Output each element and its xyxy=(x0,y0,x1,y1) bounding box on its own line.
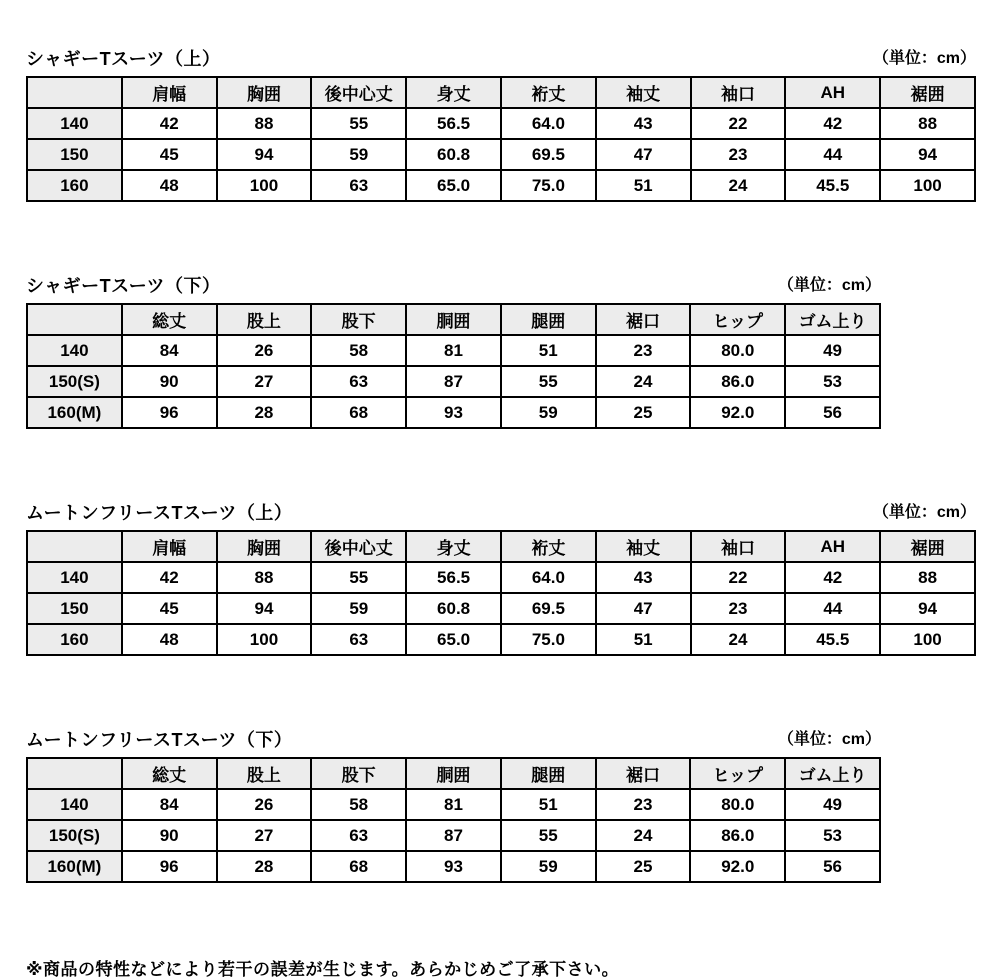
size-value: 24 xyxy=(691,170,786,201)
table-row xyxy=(27,397,880,428)
size-value: 25 xyxy=(596,397,691,428)
size-value: 64.0 xyxy=(501,562,596,593)
size-value: 22 xyxy=(691,108,786,139)
column-header: 股上 xyxy=(217,304,312,335)
column-header: 袖丈 xyxy=(596,531,691,562)
table-row xyxy=(27,851,880,882)
size-value: 69.5 xyxy=(501,593,596,624)
header-row xyxy=(27,531,975,562)
table-title: シャギーTスーツ（上） xyxy=(26,49,221,69)
column-header: 裾囲 xyxy=(880,77,975,108)
size-value: 96 xyxy=(122,851,217,882)
column-header: 裾口 xyxy=(596,304,691,335)
size-value: 84 xyxy=(122,335,217,366)
size-value: 24 xyxy=(596,366,691,397)
size-value: 94 xyxy=(217,139,312,170)
unit-label: （単位：cm） xyxy=(777,277,881,294)
size-value: 86.0 xyxy=(690,366,785,397)
column-header: 肩幅 xyxy=(122,77,217,108)
size-value: 63 xyxy=(311,366,406,397)
size-value: 26 xyxy=(217,789,312,820)
size-value: 65.0 xyxy=(406,170,501,201)
size-value: 63 xyxy=(311,820,406,851)
unit-label: （単位：cm） xyxy=(777,731,881,748)
size-value: 53 xyxy=(785,820,880,851)
row-label: 160 xyxy=(27,624,122,655)
row-label: 150 xyxy=(27,139,122,170)
size-value: 90 xyxy=(122,366,217,397)
size-value: 25 xyxy=(596,851,691,882)
size-value: 64.0 xyxy=(501,108,596,139)
header-row xyxy=(27,77,975,108)
size-value: 75.0 xyxy=(501,170,596,201)
column-header: 裄丈 xyxy=(501,531,596,562)
corner-cell xyxy=(27,304,122,335)
table-row xyxy=(27,366,880,397)
size-value: 59 xyxy=(501,397,596,428)
size-value: 59 xyxy=(311,593,406,624)
size-value: 56 xyxy=(785,397,880,428)
size-value: 55 xyxy=(311,562,406,593)
column-header: 股上 xyxy=(217,758,312,789)
size-value: 94 xyxy=(880,593,975,624)
column-header: 肩幅 xyxy=(122,531,217,562)
size-value: 86.0 xyxy=(690,820,785,851)
column-header: 胸囲 xyxy=(217,531,312,562)
size-value: 23 xyxy=(691,139,786,170)
size-value: 56.5 xyxy=(406,562,501,593)
column-header: 総丈 xyxy=(122,304,217,335)
column-header: 股下 xyxy=(311,304,406,335)
table-title: ムートンフリースTスーツ（上） xyxy=(26,503,293,523)
size-value: 56.5 xyxy=(406,108,501,139)
row-label: 150 xyxy=(27,593,122,624)
column-header: ゴム上り xyxy=(785,304,880,335)
size-value: 55 xyxy=(311,108,406,139)
column-header: AH xyxy=(785,77,880,108)
column-header: 総丈 xyxy=(122,758,217,789)
size-value: 88 xyxy=(880,562,975,593)
size-value: 51 xyxy=(501,789,596,820)
size-table-mouton-top xyxy=(26,530,976,656)
column-header: 裄丈 xyxy=(501,77,596,108)
size-value: 27 xyxy=(217,366,312,397)
header-row xyxy=(27,758,880,789)
size-value: 68 xyxy=(311,851,406,882)
size-value: 93 xyxy=(406,397,501,428)
column-header: 身丈 xyxy=(406,531,501,562)
table-row xyxy=(27,593,975,624)
header-row xyxy=(27,304,880,335)
column-header: 胴囲 xyxy=(406,758,501,789)
size-value: 87 xyxy=(406,366,501,397)
size-value: 63 xyxy=(311,624,406,655)
footnote: ※商品の特性などにより若干の誤差が生じます。あらかじめご了承下さい。 xyxy=(26,960,620,979)
size-value: 44 xyxy=(785,593,880,624)
row-label: 150(S) xyxy=(27,366,122,397)
table-row xyxy=(27,108,975,139)
size-value: 51 xyxy=(596,170,691,201)
corner-cell xyxy=(27,77,122,108)
size-value: 60.8 xyxy=(406,139,501,170)
size-value: 53 xyxy=(785,366,880,397)
size-value: 58 xyxy=(311,335,406,366)
size-value: 88 xyxy=(217,108,312,139)
table-row xyxy=(27,170,975,201)
column-header: ゴム上り xyxy=(785,758,880,789)
size-value: 80.0 xyxy=(690,789,785,820)
size-value: 94 xyxy=(217,593,312,624)
size-table-shaggy-top xyxy=(26,76,976,202)
column-header: 裾囲 xyxy=(880,531,975,562)
column-header: 後中心丈 xyxy=(311,531,406,562)
column-header: 腿囲 xyxy=(501,304,596,335)
column-header: 袖口 xyxy=(691,531,786,562)
size-value: 58 xyxy=(311,789,406,820)
section-header xyxy=(26,274,881,298)
size-value: 42 xyxy=(122,108,217,139)
size-value: 87 xyxy=(406,820,501,851)
column-header: ヒップ xyxy=(690,758,785,789)
size-value: 43 xyxy=(596,562,691,593)
size-value: 56 xyxy=(785,851,880,882)
column-header: 身丈 xyxy=(406,77,501,108)
size-value: 26 xyxy=(217,335,312,366)
table-row xyxy=(27,562,975,593)
size-value: 42 xyxy=(785,108,880,139)
size-value: 100 xyxy=(880,624,975,655)
row-label: 140 xyxy=(27,789,122,820)
table-row xyxy=(27,139,975,170)
size-value: 92.0 xyxy=(690,851,785,882)
column-header: 腿囲 xyxy=(501,758,596,789)
column-header: 股下 xyxy=(311,758,406,789)
size-value: 55 xyxy=(501,820,596,851)
size-value: 100 xyxy=(217,170,312,201)
size-value: 24 xyxy=(596,820,691,851)
table-title: ムートンフリースTスーツ（下） xyxy=(26,730,293,750)
size-value: 45 xyxy=(122,593,217,624)
size-value: 84 xyxy=(122,789,217,820)
row-label: 160 xyxy=(27,170,122,201)
size-value: 69.5 xyxy=(501,139,596,170)
section-mouton-top xyxy=(26,501,976,656)
column-header: 袖口 xyxy=(691,77,786,108)
column-header: 後中心丈 xyxy=(311,77,406,108)
size-value: 81 xyxy=(406,335,501,366)
size-table-shaggy-bottom xyxy=(26,303,881,429)
size-value: 48 xyxy=(122,624,217,655)
size-value: 49 xyxy=(785,789,880,820)
corner-cell xyxy=(27,531,122,562)
size-value: 94 xyxy=(880,139,975,170)
corner-cell xyxy=(27,758,122,789)
column-header: 胸囲 xyxy=(217,77,312,108)
size-value: 43 xyxy=(596,108,691,139)
size-value: 48 xyxy=(122,170,217,201)
size-value: 23 xyxy=(691,593,786,624)
size-value: 42 xyxy=(122,562,217,593)
section-header xyxy=(26,47,976,71)
size-value: 88 xyxy=(217,562,312,593)
size-value: 55 xyxy=(501,366,596,397)
section-shaggy-top xyxy=(26,47,976,202)
row-label: 160(M) xyxy=(27,397,122,428)
size-value: 51 xyxy=(596,624,691,655)
size-value: 23 xyxy=(596,789,691,820)
row-label: 150(S) xyxy=(27,820,122,851)
unit-label: （単位：cm） xyxy=(872,50,976,67)
row-label: 140 xyxy=(27,335,122,366)
size-value: 88 xyxy=(880,108,975,139)
size-value: 59 xyxy=(311,139,406,170)
column-header: 胴囲 xyxy=(406,304,501,335)
section-mouton-bottom xyxy=(26,728,881,883)
size-value: 45.5 xyxy=(785,624,880,655)
size-value: 92.0 xyxy=(690,397,785,428)
column-header: 裾口 xyxy=(596,758,691,789)
size-value: 96 xyxy=(122,397,217,428)
size-value: 65.0 xyxy=(406,624,501,655)
row-label: 140 xyxy=(27,562,122,593)
section-header xyxy=(26,501,976,525)
size-value: 28 xyxy=(217,851,312,882)
size-value: 47 xyxy=(596,139,691,170)
size-value: 59 xyxy=(501,851,596,882)
size-value: 23 xyxy=(596,335,691,366)
size-value: 27 xyxy=(217,820,312,851)
table-row xyxy=(27,820,880,851)
size-value: 80.0 xyxy=(690,335,785,366)
size-value: 68 xyxy=(311,397,406,428)
size-value: 45 xyxy=(122,139,217,170)
size-value: 93 xyxy=(406,851,501,882)
size-value: 81 xyxy=(406,789,501,820)
column-header: AH xyxy=(785,531,880,562)
size-value: 45.5 xyxy=(785,170,880,201)
size-value: 63 xyxy=(311,170,406,201)
row-label: 160(M) xyxy=(27,851,122,882)
unit-label: （単位：cm） xyxy=(872,504,976,521)
column-header: ヒップ xyxy=(690,304,785,335)
size-value: 44 xyxy=(785,139,880,170)
table-row xyxy=(27,335,880,366)
size-value: 75.0 xyxy=(501,624,596,655)
size-value: 22 xyxy=(691,562,786,593)
column-header: 袖丈 xyxy=(596,77,691,108)
size-value: 24 xyxy=(691,624,786,655)
size-value: 47 xyxy=(596,593,691,624)
size-table-mouton-bottom xyxy=(26,757,881,883)
size-value: 28 xyxy=(217,397,312,428)
size-value: 90 xyxy=(122,820,217,851)
size-value: 42 xyxy=(785,562,880,593)
section-header xyxy=(26,728,881,752)
size-value: 60.8 xyxy=(406,593,501,624)
section-shaggy-bottom xyxy=(26,274,881,429)
size-value: 49 xyxy=(785,335,880,366)
table-row xyxy=(27,789,880,820)
size-value: 100 xyxy=(217,624,312,655)
table-row xyxy=(27,624,975,655)
size-value: 51 xyxy=(501,335,596,366)
size-value: 100 xyxy=(880,170,975,201)
table-title: シャギーTスーツ（下） xyxy=(26,276,221,296)
row-label: 140 xyxy=(27,108,122,139)
